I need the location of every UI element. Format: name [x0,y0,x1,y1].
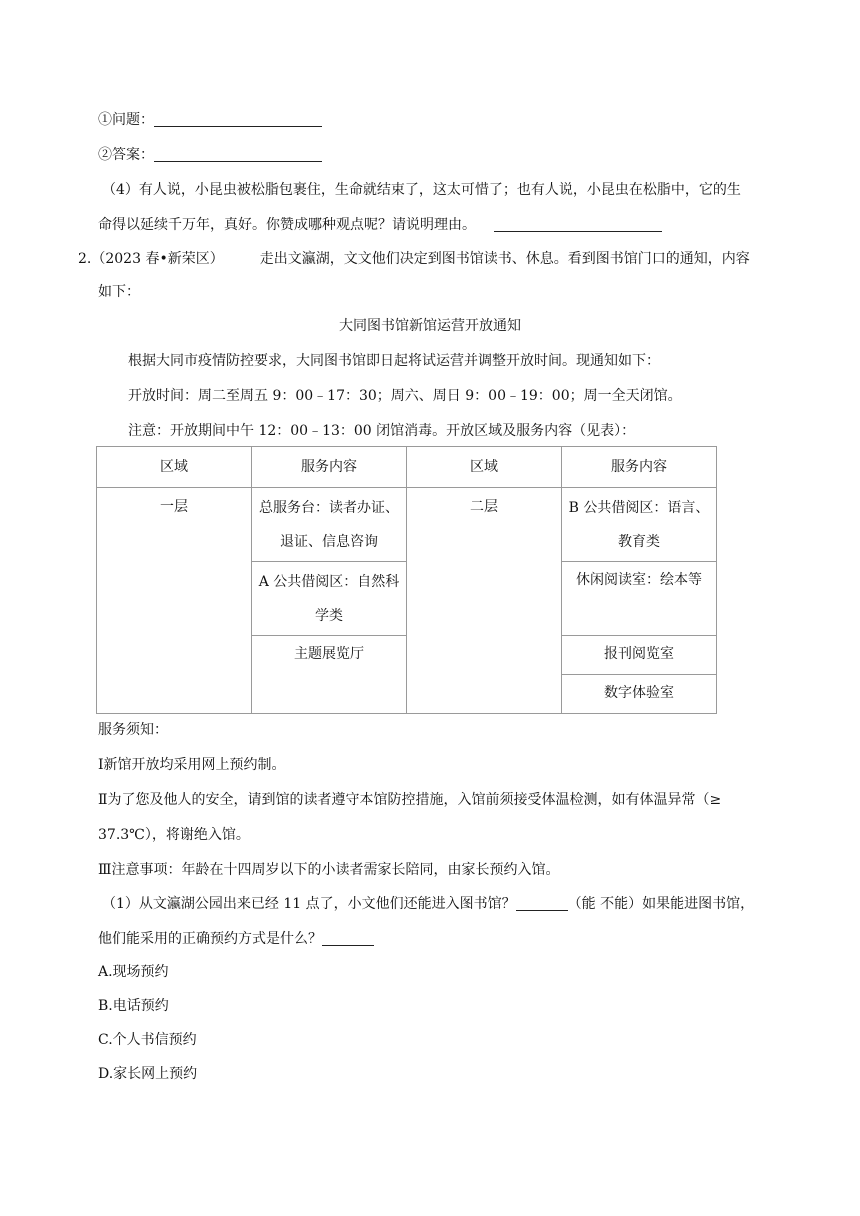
rule-2-line1: Ⅱ为了您及他人的安全，请到馆的读者遵守本馆防控措施，入馆前须接受体温检测，如有体温异常（≥ [98,792,722,808]
sub4-line2 [98,215,662,235]
sub1-line1 [102,894,754,914]
rule-2-line2: 37.3℃），将谢绝入馆。 [98,827,250,843]
option-b[interactable]: B.电话预约 [98,998,169,1014]
floor2-service-2: 休闲阅读室：绘本等 [562,562,717,636]
answer-line [98,145,322,165]
problem-label: ①问题： [98,112,154,128]
question-number: 2. [78,251,92,267]
answer-blank[interactable] [154,145,322,162]
sub1-question: （1）从文瀛湖公园出来已经 11 点了，小文他们还能进入图书馆？ [102,896,516,912]
header-area: 区域 [97,447,252,488]
header-area: 区域 [407,447,562,488]
intro-line2: 如下： [98,284,140,300]
option-c[interactable]: C.个人书信预约 [98,1032,197,1048]
table-row [97,488,717,562]
option-d[interactable]: D.家长网上预约 [98,1066,198,1082]
floor1-cell: 一层 [97,488,252,714]
sub1-question-2: 他们能采用的正确预约方式是什么？ [98,931,322,947]
rules-title: 服务须知： [98,722,168,738]
can-enter-blank[interactable] [516,894,568,911]
floor2-service-3: 报刊阅览室 [562,636,717,675]
opinion-blank[interactable] [494,215,662,232]
floor1-service-1: 总服务台：读者办证、退证、信息咨询 [252,488,407,562]
sub1-line2 [98,929,374,949]
floor2-service-4: 数字体验室 [562,675,717,714]
notice-paragraph-1: 根据大同市疫情防控要求，大同图书馆即日起将试运营并调整开放时间。现通知如下： [128,353,660,369]
problem-answer-blank[interactable] [154,110,322,127]
service-table [96,446,717,714]
header-service: 服务内容 [252,447,407,488]
floor1-service-2: A 公共借阅区：自然科学类 [252,562,407,636]
question-source: （2023 春•新荣区） [91,251,224,267]
intro-text: 走出文瀛湖，文文他们决定到图书馆读书、休息。看到图书馆门口的通知，内容 [259,251,750,267]
problem-line [98,110,322,130]
sub4-text: 命得以延续千万年，真好。你赞成哪种观点呢？请说明理由。 [98,217,476,233]
floor2-cell: 二层 [407,488,562,714]
floor1-service-3: 主题展览厅 [252,636,407,714]
sub1-choice-hint: （能 不能）如果能进图书馆， [567,896,755,912]
rule-1: Ⅰ新馆开放均采用网上预约制。 [98,757,286,773]
floor2-service-1: B 公共借阅区：语言、教育类 [562,488,717,562]
notice-opening-hours: 开放时间：周二至周五 9：00﹣17：30；周六、周日 9：00﹣19：00；周一全天闭馆。 [128,388,682,404]
rule-3: Ⅲ注意事项：年龄在十四周岁以下的小读者需家长陪同，由家长预约入馆。 [98,862,560,878]
table-header-row [97,447,717,488]
notice-attention: 注意：开放期间中午 12：00﹣13：00 闭馆消毒。开放区域及服务内容（见表）： [128,423,636,439]
sub4-line1: （4）有人说，小昆虫被松脂包裹住，生命就结束了，这太可惜了；也有人说，小昆虫在松脂中，它的生 [102,182,741,198]
answer-label: ②答案： [98,147,154,163]
header-service: 服务内容 [562,447,717,488]
q2-header [78,249,750,269]
option-a[interactable]: A.现场预约 [98,964,169,980]
booking-method-blank[interactable] [322,929,374,946]
notice-title: 大同图书馆新馆运营开放通知 [339,318,521,334]
